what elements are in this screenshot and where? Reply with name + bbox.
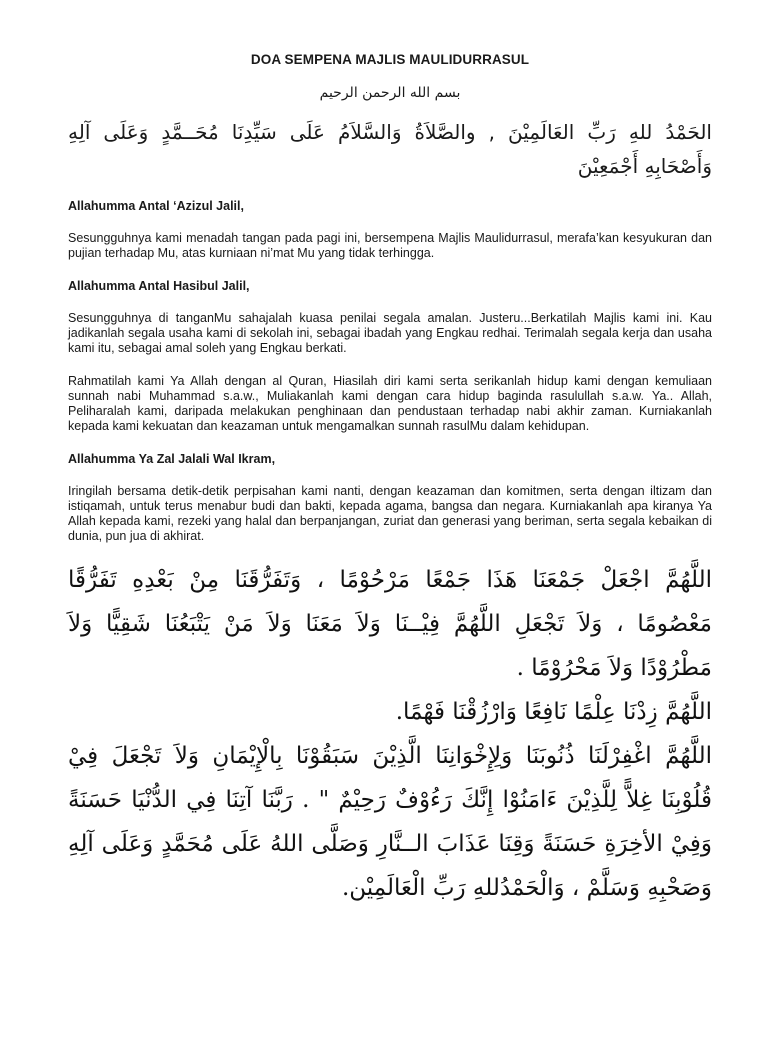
closing-arabic-prayer — [68, 558, 712, 910]
closing-arabic-line-3: اللَّهُمَّ اغْفِرْلَنَا ذُنُوبَنَا وَلِإِخْوَانِنَا الَّذِيْنَ سَبَقُوْنَا بِالْإِيْمَانِ وَلاَ تَجْعَلَ فِيْ قُلُوْبِنَا غِلاًّ لِلَّذِيْنَ ءَامَنُوْا إِنَّكَ رَءُوْفٌ رَحِيْمٌ " . رَبَّنَا آتِنَا فِي الدُّنْيَا حَسَنَةً وَفِيْ الأخِرَةِ حَسَنَةً وَقِنَا عَذَابَ الــنَّارِ وَصَلَّى اللهُ عَلَى مُحَمَّدٍ وَعَلَى آلِهِ وَصَحْبِهِ وَسَلَّمْ ، وَالْحَمْدُللهِ رَبِّ الْعَالَمِيْن. — [68, 743, 712, 901]
paragraph-3: Rahmatilah kami Ya Allah dengan al Quran, Hiasilah diri kami serta serikanlah hidup kami dengan kemuliaan sunnah nabi Muhammad s.a.w., Muliakanlah kami dengan cara hidup baginda rasulullah s.a.w. Ya.. Allah, Peliharalah kami, daripada melakukan penghinaan dan pendustaan terhadap nabi akhir zaman. Kurniakanlah kepada kami kekuatan dan keazaman untuk mengamalkan sunnah rasulMu dalam kehidupan. — [68, 374, 712, 433]
heading-azizul-jalil: Allahumma Antal ‘Azizul Jalil, — [68, 199, 244, 213]
closing-arabic-line-2: اللَّهُمَّ زِدْنَا عِلْمًا نَافِعًا وَارْزُقْنَا فَهْمًا. — [395, 699, 712, 725]
closing-arabic-line-1: اللَّهُمَّ اجْعَلْ جَمْعَنَا هَذَا جَمْعًا مَرْحُوْمًا ، وَتَفَرُّقَنَا مِنْ بَعْدِهِ تَفَرُّقًا مَعْصُومًا ، وَلاَ تَجْعَلِ اللَّهُمَّ فِيْــنَا وَلاَ مَعَنَا وَلاَ مَنْ يَتْبَعُنَا شَقِيًّا وَلاَ مَطْرُوْدًا وَلاَ مَحْرُوْمًا . — [68, 567, 712, 681]
heading-zal-jalali: Allahumma Ya Zal Jalali Wal Ikram, — [68, 452, 276, 466]
opening-arabic: الحَمْدُ للهِ رَبِّ العَالَمِيْنَ , والصَّلاَةُ وَالسَّلاَمُ عَلَى سَيِّدِنَا مُحَــمَّدٍ وَعَلَى آلِهِ وَأَصْحَابِهِ أَجْمَعِيْنَ — [68, 120, 712, 178]
paragraph-1: Sesungguhnya kami menadah tangan pada pagi ini, bersempena Majlis Maulidurrasul, merafa’kan kesyukuran dan pujian terhadap Mu, atas kurniaan ni’mat Mu yang tidak terhingga. — [68, 231, 712, 260]
paragraph-4: Iringilah bersama detik-detik perpisahan kami nanti, dengan keazaman dan komitmen, serta dengan iltizam dan istiqamah, untuk terus menabur budi dan bakti, kepada agama, bangsa dan negara. Kurniakanlah apa kiranya Ya Allah kepada kami, rezeki yang halal dan berpanjangan, zuriat dan generasi yang beriman, serta segala kebaikan di dunia, pun jua di akhirat. — [68, 484, 712, 543]
heading-hasibul-jalil: Allahumma Antal Hasibul Jalil, — [68, 279, 250, 293]
document-title: DOA SEMPENA MAJLIS MAULIDURRASUL — [250, 52, 530, 67]
document-page — [0, 52, 768, 1046]
basmala: بسم الله الرحمن الرحيم — [319, 85, 461, 101]
paragraph-2: Sesungguhnya di tanganMu sahajalah kuasa penilai segala amalan. Justeru...Berkatilah Majlis kami ini. Kau jadikanlah segala usaha kami di sekolah ini, sebagai ibadah yang Engkau redhai. Terimalah segala kerja dan usaha kami itu, sebagai amal soleh yang Engkau berkati. — [68, 311, 712, 355]
